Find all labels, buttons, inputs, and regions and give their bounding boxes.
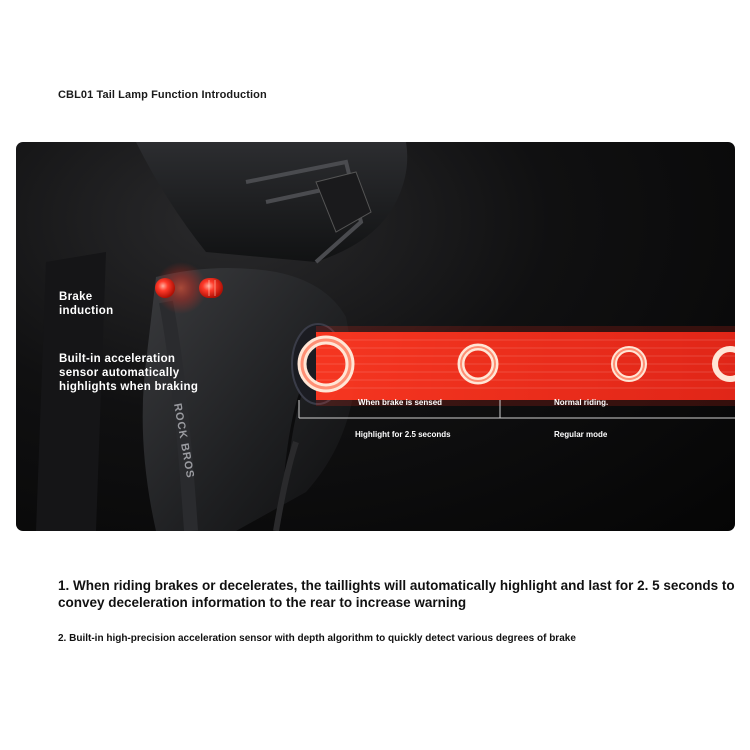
brake-induction-callout: Brake induction bbox=[59, 291, 114, 317]
description-point-1: 1. When riding brakes or decelerates, the taillights will automatically highlight and last for 2. 5 seconds to convey deceleration information to the rear to increase warning bbox=[58, 578, 735, 610]
brake-sensed-label: When brake is sensed bbox=[358, 398, 443, 407]
brake-duration-label: Highlight for 2.5 seconds bbox=[355, 430, 451, 439]
regular-mode-label: Regular mode bbox=[554, 430, 608, 439]
tail-lamp-illustration bbox=[16, 142, 735, 531]
product-hero-image bbox=[16, 142, 735, 531]
bag-logo: ROCK BROS bbox=[171, 402, 197, 480]
description-point-2: 2. Built-in high-precision acceleration sensor with depth algorithm to quickly detect various degrees of brake bbox=[58, 633, 576, 644]
brake-indicator-dot-1 bbox=[155, 278, 175, 298]
normal-riding-label: Normal riding. bbox=[554, 398, 609, 407]
page-title: CBL01 Tail Lamp Function Introduction bbox=[58, 89, 267, 101]
acceleration-sensor-callout: Built-in acceleration sensor automatically highlights when braking bbox=[59, 353, 199, 393]
brake-indicator-dot-2 bbox=[199, 278, 223, 298]
